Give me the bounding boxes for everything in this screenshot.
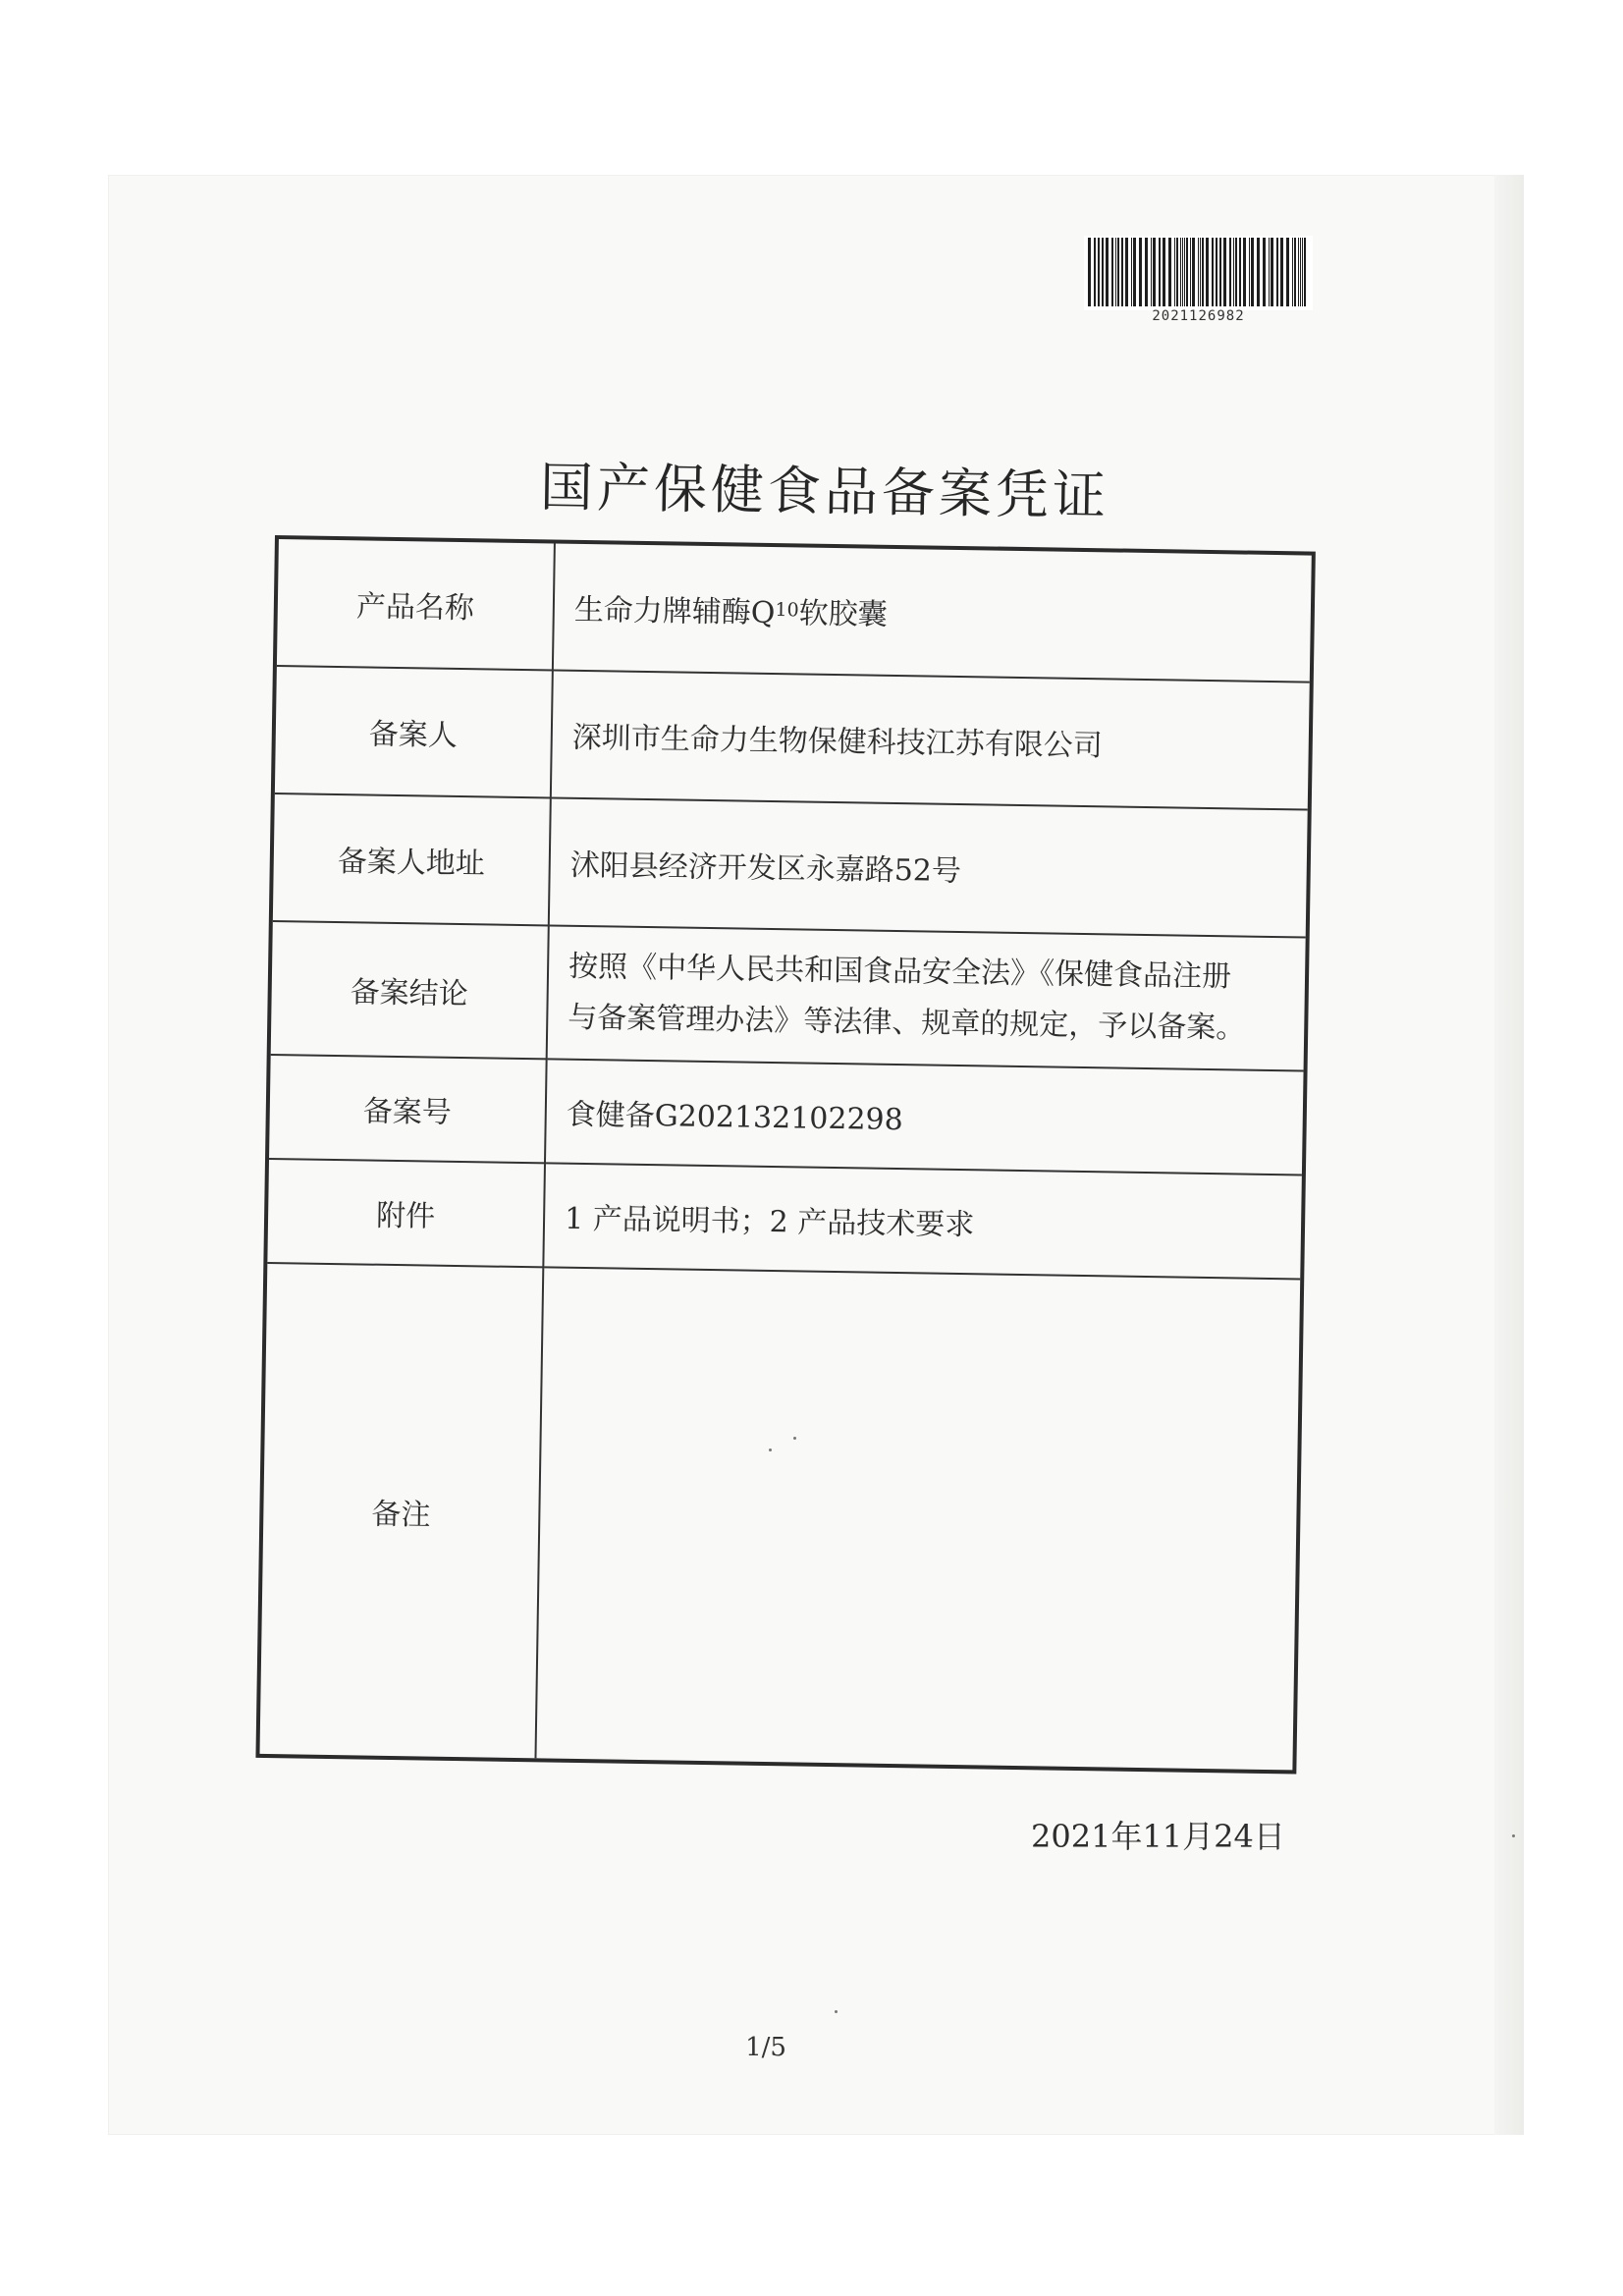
barcode-bar xyxy=(1098,238,1100,306)
scan-speck xyxy=(793,1437,796,1440)
barcode-bar xyxy=(1145,238,1148,306)
barcode-bar xyxy=(1243,238,1246,306)
barcode-bar xyxy=(1186,238,1188,306)
barcode-bar xyxy=(1174,238,1175,306)
barcode-bar xyxy=(1182,238,1183,306)
barcode-bar xyxy=(1094,238,1096,306)
barcode-bar xyxy=(1216,238,1217,306)
record-table xyxy=(255,535,1315,1774)
barcode-bar xyxy=(1257,238,1260,306)
barcode-bar xyxy=(1251,238,1254,306)
document-title: 国产保健食品备案凭证 xyxy=(539,456,1110,527)
barcode-bar xyxy=(1202,238,1204,306)
barcode-bar xyxy=(1292,238,1293,306)
attachments-value: 1 产品说明书；2 产品技术要求 xyxy=(544,1164,1302,1280)
barcode-bar xyxy=(1302,238,1303,306)
filing-conclusion-label: 备案结论 xyxy=(271,922,550,1060)
barcode-bar xyxy=(1163,238,1165,306)
scan-speck xyxy=(769,1449,772,1451)
barcode-bar xyxy=(1223,238,1226,306)
product-name-label: 产品名称 xyxy=(277,539,556,671)
barcode-bar xyxy=(1304,238,1306,306)
filing-conclusion-line-2: 与备案管理办法》等法律、规章的规定，予以备案。 xyxy=(568,1000,1246,1046)
barcode-bar xyxy=(1269,238,1270,306)
remarks-label: 备注 xyxy=(260,1264,545,1758)
barcode-bar xyxy=(1198,238,1199,306)
product-name-suffix: 软胶囊 xyxy=(798,596,888,632)
barcode-bar xyxy=(1151,238,1152,306)
barcode-bar xyxy=(1271,238,1273,306)
barcode-bar xyxy=(1298,238,1299,306)
barcode-bar xyxy=(1235,238,1237,306)
barcode-bar xyxy=(1200,238,1201,306)
filing-conclusion-line-1: 按照《中华人民共和国食品安全法》《保健食品注册 xyxy=(568,949,1232,995)
barcode-bar xyxy=(1192,238,1195,306)
barcode-bars xyxy=(1084,236,1313,310)
scan-edge-shadow xyxy=(1494,175,1524,2135)
barcode-bar xyxy=(1294,238,1296,306)
barcode-bar xyxy=(1133,238,1136,306)
barcode-bar xyxy=(1117,238,1119,306)
product-name-value xyxy=(554,543,1312,683)
barcode xyxy=(1084,236,1313,310)
barcode-bar xyxy=(1121,238,1123,306)
registrant-address-label: 备案人地址 xyxy=(273,794,552,926)
barcode-bar xyxy=(1088,238,1091,306)
barcode-bar xyxy=(1184,238,1185,306)
barcode-bar xyxy=(1111,238,1113,306)
filing-number-value: 食健备G202132102298 xyxy=(546,1060,1304,1175)
barcode-bar xyxy=(1180,238,1181,306)
barcode-bar xyxy=(1212,238,1214,306)
barcode-bar xyxy=(1229,238,1231,306)
remarks-value xyxy=(536,1268,1300,1770)
barcode-bar xyxy=(1159,238,1161,306)
filing-conclusion-value xyxy=(548,926,1306,1071)
scan-speck xyxy=(835,2010,838,2013)
barcode-bar xyxy=(1249,238,1250,306)
attachments-label: 附件 xyxy=(267,1160,546,1268)
barcode-bar xyxy=(1233,238,1234,306)
barcode-bar xyxy=(1276,238,1278,306)
barcode-bar xyxy=(1139,238,1142,306)
barcode-bar xyxy=(1153,238,1156,306)
barcode-bar xyxy=(1190,238,1191,306)
barcode-bar xyxy=(1176,238,1178,306)
scan-speck xyxy=(1512,1834,1515,1837)
registrant-address-value: 沭阳县经济开发区永嘉路52号 xyxy=(550,798,1308,938)
barcode-bar xyxy=(1206,238,1209,306)
barcode-bar xyxy=(1115,238,1116,306)
barcode-bar xyxy=(1131,238,1132,306)
barcode-bar xyxy=(1219,238,1221,306)
barcode-bar xyxy=(1125,238,1128,306)
registrant-value: 深圳市生命力生物保健科技江苏有限公司 xyxy=(552,671,1310,810)
registrant-label: 备案人 xyxy=(275,667,554,798)
barcode-bar xyxy=(1300,238,1301,306)
barcode-bar xyxy=(1168,238,1171,306)
product-name-text: 生命力牌辅酶Q xyxy=(573,592,776,631)
barcode-bar xyxy=(1280,238,1283,306)
page-number: 1/5 xyxy=(745,2033,786,2062)
product-name-subscript: 10 xyxy=(775,599,799,622)
barcode-bar xyxy=(1239,238,1241,306)
barcode-bar xyxy=(1106,238,1109,306)
barcode-number: 2021126982 xyxy=(1152,308,1245,324)
filing-number-label: 备案号 xyxy=(269,1056,548,1164)
barcode-bar xyxy=(1286,238,1289,306)
barcode-bar xyxy=(1263,238,1266,306)
issue-date: 2021年11月24日 xyxy=(1031,1818,1285,1855)
barcode-bar xyxy=(1102,238,1104,306)
